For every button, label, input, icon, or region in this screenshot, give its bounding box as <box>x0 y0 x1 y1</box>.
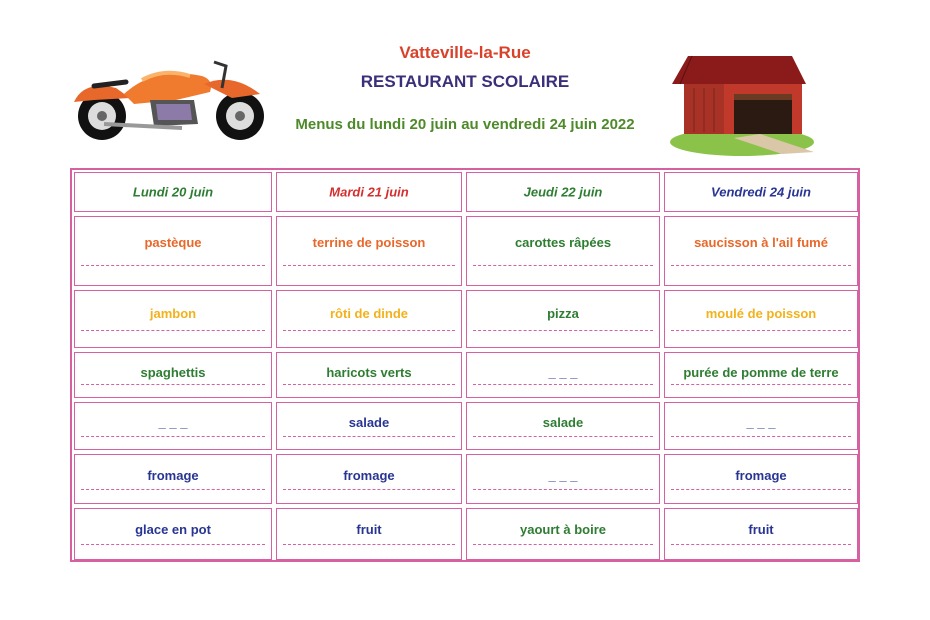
dashed-divider <box>473 330 653 331</box>
menu-cell <box>74 290 272 348</box>
dish-label: _ _ _ <box>746 415 776 430</box>
dashed-divider <box>671 265 851 266</box>
dish-label: saucisson à l'ail fumé <box>694 235 828 250</box>
menu-cell <box>664 290 858 348</box>
menu-cell <box>466 216 660 286</box>
dish-label: glace en pot <box>135 522 211 537</box>
menu-cell <box>466 454 660 504</box>
dish-label: terrine de poisson <box>312 235 426 250</box>
dashed-divider <box>473 265 653 266</box>
dish-label: salade <box>542 415 584 430</box>
dashed-divider <box>671 489 851 490</box>
menu-cell <box>466 352 660 398</box>
dashed-divider <box>473 544 653 545</box>
dashed-divider <box>473 489 653 490</box>
dashed-divider <box>283 384 455 385</box>
menu-cell <box>664 216 858 286</box>
dashed-divider <box>283 265 455 266</box>
dashed-divider <box>81 544 265 545</box>
menu-cell <box>276 508 462 560</box>
day-header-cell <box>276 172 462 212</box>
dashed-divider <box>81 436 265 437</box>
page-title-restaurant: RESTAURANT SCOLAIRE <box>360 72 570 91</box>
dish-label: fruit <box>748 522 774 537</box>
dashed-divider <box>81 384 265 385</box>
dashed-divider <box>283 544 455 545</box>
dashed-divider <box>671 330 851 331</box>
menu-cell <box>276 216 462 286</box>
dish-label: haricots verts <box>326 365 412 380</box>
day-label: Vendredi 24 juin <box>711 184 811 200</box>
dashed-divider <box>283 330 455 331</box>
dish-label: jambon <box>149 306 197 321</box>
menu-cell <box>74 454 272 504</box>
dashed-divider <box>81 330 265 331</box>
day-label: Jeudi 22 juin <box>523 184 603 200</box>
dish-label: _ _ _ <box>158 415 188 430</box>
garage-icon <box>664 48 814 160</box>
dish-label: pizza <box>547 306 579 321</box>
menu-cell <box>664 352 858 398</box>
dashed-divider <box>283 489 455 490</box>
dashed-divider <box>671 436 851 437</box>
dish-label: fromage <box>735 468 787 483</box>
dish-label: purée de pomme de terre <box>683 365 839 380</box>
dish-label: moulé de poisson <box>705 306 817 321</box>
dish-label: rôti de dinde <box>330 306 408 321</box>
menu-cell <box>74 216 272 286</box>
menu-cell <box>466 508 660 560</box>
menu-dates: Menus du lundi 20 juin au vendredi 24 juin 2022 <box>295 116 635 133</box>
dish-label: fromage <box>147 468 199 483</box>
dish-label: _ _ _ <box>548 365 578 380</box>
menu-cell <box>276 454 462 504</box>
menu-cell <box>276 290 462 348</box>
motorcycle-icon <box>64 54 274 144</box>
menu-cell <box>664 454 858 504</box>
menu-cell <box>466 290 660 348</box>
dish-label: spaghettis <box>140 365 206 380</box>
dish-label: _ _ _ <box>548 468 578 483</box>
menu-cell <box>664 508 858 560</box>
dashed-divider <box>671 384 851 385</box>
menu-table <box>70 168 860 562</box>
dish-label: pastèque <box>144 235 202 250</box>
dashed-divider <box>671 544 851 545</box>
day-header-cell <box>664 172 858 212</box>
dish-label: carottes râpées <box>514 235 612 250</box>
dish-label: fruit <box>356 522 382 537</box>
dish-label: salade <box>348 415 390 430</box>
dish-label: yaourt à boire <box>520 522 606 537</box>
menu-cell <box>74 352 272 398</box>
dish-label: fromage <box>343 468 395 483</box>
menu-cell <box>276 352 462 398</box>
menu-cell <box>664 402 858 450</box>
menu-cell <box>276 402 462 450</box>
menu-cell <box>74 508 272 560</box>
day-label: Lundi 20 juin <box>132 184 214 200</box>
dashed-divider <box>473 436 653 437</box>
dashed-divider <box>81 265 265 266</box>
day-header-cell <box>466 172 660 212</box>
menu-cell <box>466 402 660 450</box>
dashed-divider <box>283 436 455 437</box>
day-header-cell <box>74 172 272 212</box>
page-title-town: Vatteville-la-Rue <box>399 43 531 62</box>
menu-cell <box>74 402 272 450</box>
dashed-divider <box>81 489 265 490</box>
day-label: Mardi 21 juin <box>329 184 409 200</box>
dashed-divider <box>473 384 653 385</box>
